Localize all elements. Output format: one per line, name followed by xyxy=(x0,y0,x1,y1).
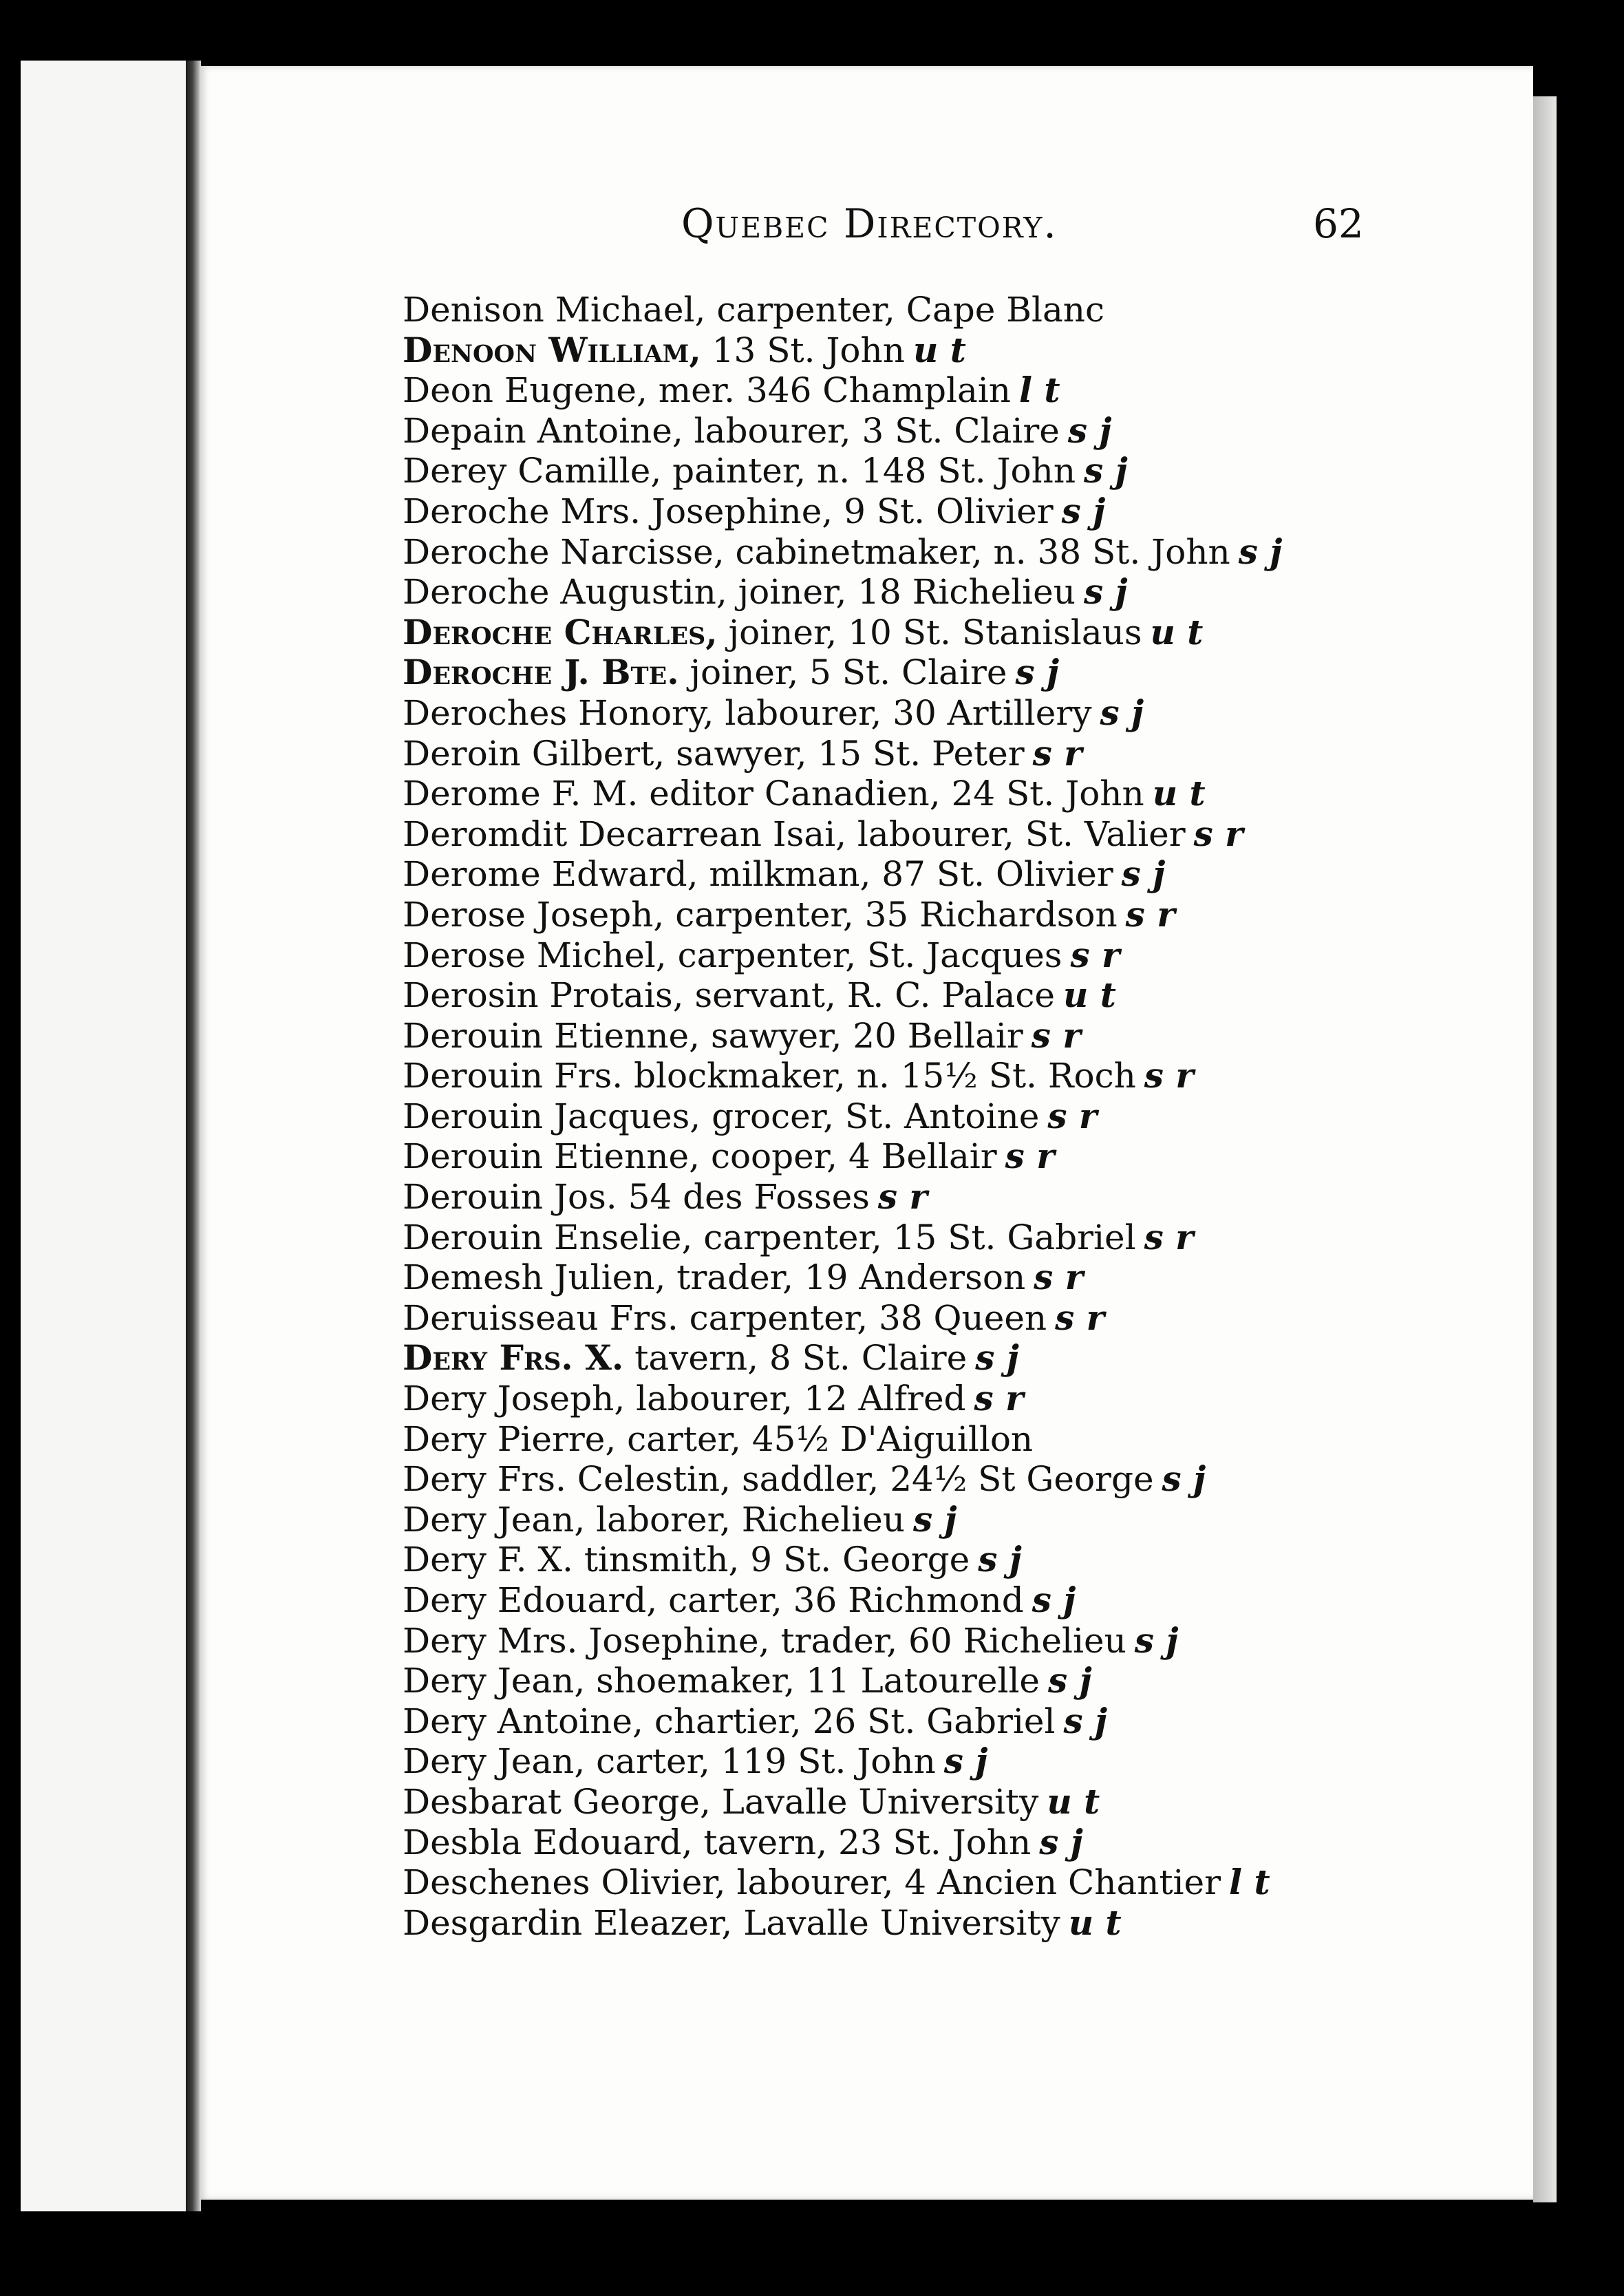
directory-entry xyxy=(403,451,1517,491)
entry-ward: s j xyxy=(1061,490,1106,531)
directory-entry xyxy=(403,1177,1517,1218)
entry-details: labourer, 30 Artillery xyxy=(725,692,1092,733)
directory-entry xyxy=(403,1782,1517,1822)
entry-details: joiner, 5 St. Claire xyxy=(690,652,1007,693)
directory-page xyxy=(200,66,1533,2200)
entry-name: Derouin Etienne, xyxy=(403,1015,701,1056)
entry-name: Desbla Edouard, xyxy=(403,1822,693,1862)
entry-name: Derouin Jos. xyxy=(403,1177,617,1218)
entry-name: Dery Frs. Celestin, xyxy=(403,1459,731,1500)
entry-details: laborer, Richelieu xyxy=(596,1499,905,1540)
entry-ward: s j xyxy=(1162,1458,1206,1500)
entry-ward: u t xyxy=(1047,1781,1100,1822)
entry-details: sawyer, 15 St. Peter xyxy=(676,733,1025,774)
entry-name: Dery Mrs. Josephine, xyxy=(403,1620,770,1661)
entry-details: mer. 346 Champlain xyxy=(658,370,1011,411)
directory-entry xyxy=(403,1379,1517,1419)
entry-ward: s j xyxy=(1100,692,1144,733)
directory-entry xyxy=(403,330,1517,371)
directory-entry xyxy=(403,1580,1517,1621)
entry-details: joiner, 10 St. Stanislaus xyxy=(728,612,1142,652)
entry-ward: s r xyxy=(974,1378,1024,1419)
entry-ward: u t xyxy=(1152,773,1206,814)
entry-name: Derouin Enselie, xyxy=(403,1217,693,1257)
entry-details: servant, R. C. Palace xyxy=(694,975,1056,1016)
entry-ward: u t xyxy=(1063,975,1116,1016)
entry-ward: s r xyxy=(1031,1014,1081,1056)
entry-details: trader, 19 Anderson xyxy=(676,1257,1026,1298)
entry-name: Deroche Charles, xyxy=(403,611,718,652)
entry-name: Derouin Etienne, xyxy=(403,1136,701,1177)
entry-name: Dery Joseph, xyxy=(403,1379,626,1419)
directory-entry xyxy=(403,532,1517,573)
entry-name: Dery F. X. xyxy=(403,1540,573,1580)
entry-name: Deruisseau Frs. xyxy=(403,1297,679,1338)
directory-entry xyxy=(403,1419,1517,1460)
directory-entry xyxy=(403,774,1517,814)
entry-name: Derosin Protais, xyxy=(403,975,684,1016)
entry-ward: s j xyxy=(978,1539,1022,1580)
entry-details: cooper, 4 Bellair xyxy=(710,1136,997,1177)
entry-ward: s j xyxy=(1238,531,1283,572)
entry-details: carpenter, 35 Richardson xyxy=(675,894,1118,935)
entry-ward: u t xyxy=(1068,1902,1122,1943)
entry-ward: s r xyxy=(1047,1095,1098,1136)
entry-details: 13 St. John xyxy=(712,330,905,370)
entry-details: carpenter, 38 Queen xyxy=(689,1297,1047,1338)
entry-ward: s j xyxy=(1063,1700,1108,1741)
directory-entry xyxy=(403,1661,1517,1701)
entry-name: Derouin Jacques, xyxy=(403,1096,701,1136)
directory-entry xyxy=(403,693,1517,734)
entry-ward: s r xyxy=(1005,1136,1055,1177)
entry-details: carter, 36 Richmond xyxy=(668,1580,1024,1620)
entry-name: Depain Antoine, xyxy=(403,410,683,451)
entry-details: trader, 60 Richelieu xyxy=(780,1620,1126,1661)
entry-details: carter, 119 St. John xyxy=(596,1741,936,1782)
entry-name: Desgardin Eleazer, xyxy=(403,1902,733,1943)
entry-details: saddler, 24½ St George xyxy=(741,1459,1154,1500)
entry-details: carpenter, St. Jacques xyxy=(677,935,1062,975)
entry-name: Deroche Augustin, xyxy=(403,572,727,613)
entry-details: painter, n. 148 St. John xyxy=(672,451,1076,491)
directory-entry xyxy=(403,1822,1517,1863)
entry-name: Deroche Narcisse, xyxy=(403,531,725,572)
directory-entry xyxy=(403,1701,1517,1742)
entry-details: carpenter, Cape Blanc xyxy=(716,290,1105,330)
directory-entry xyxy=(403,895,1517,935)
directory-entry xyxy=(403,1257,1517,1298)
entry-ward: u t xyxy=(912,329,966,370)
entry-ward: s r xyxy=(877,1176,928,1218)
directory-entry xyxy=(403,1741,1517,1782)
entry-details: labourer, St. Valier xyxy=(857,814,1186,854)
entry-name: Derey Camille, xyxy=(403,451,662,491)
directory-entry xyxy=(403,1903,1517,1944)
entry-ward: s r xyxy=(1032,732,1082,774)
entry-name: Deon Eugene, xyxy=(403,370,648,411)
entry-details: Lavalle University xyxy=(721,1781,1039,1822)
entry-ward: l t xyxy=(1229,1862,1270,1903)
directory-entry xyxy=(403,411,1517,451)
entry-name: Denoon William, xyxy=(403,329,701,370)
entry-name: Derose Joseph, xyxy=(403,894,665,935)
book-gutter xyxy=(186,61,201,2211)
directory-entry xyxy=(403,1459,1517,1500)
entry-name: Deroin Gilbert, xyxy=(403,733,665,774)
directory-entry xyxy=(403,613,1517,653)
entry-ward: s r xyxy=(1144,1055,1194,1096)
entry-name: Dery Jean, xyxy=(403,1499,586,1540)
entry-ward: s j xyxy=(1015,652,1060,693)
entry-details: labourer, 4 Ancien Chantier xyxy=(736,1862,1221,1903)
entry-name: Dery Frs. X. xyxy=(403,1337,624,1379)
entry-name: Desbarat George, xyxy=(403,1781,711,1822)
directory-entry xyxy=(403,1218,1517,1258)
directory-entry xyxy=(403,1621,1517,1661)
directory-entry xyxy=(403,1338,1517,1379)
entry-details: 9 St. Olivier xyxy=(844,491,1054,531)
entry-ward: s j xyxy=(1134,1619,1179,1661)
directory-entry xyxy=(403,1096,1517,1137)
entry-ward: u t xyxy=(1150,611,1204,652)
directory-entry xyxy=(403,491,1517,532)
entry-name: Dery Edouard, xyxy=(403,1580,658,1620)
directory-entry xyxy=(403,370,1517,411)
directory-entry xyxy=(403,734,1517,774)
entry-ward: s r xyxy=(1193,813,1243,854)
entry-name: Dery Pierre, xyxy=(403,1418,617,1459)
entry-ward: s j xyxy=(1032,1580,1076,1620)
entry-ward: s j xyxy=(912,1498,957,1540)
entry-name: Derome Edward, xyxy=(403,854,698,895)
directory-entry xyxy=(403,1298,1517,1339)
entry-details: grocer, St. Antoine xyxy=(712,1096,1040,1136)
running-title: Quebec Directory. xyxy=(681,200,1058,247)
entry-name: Denison Michael, xyxy=(403,290,706,330)
entry-details: labourer, 12 Alfred xyxy=(636,1379,966,1419)
entry-details: milkman, 87 St. Olivier xyxy=(709,854,1113,895)
entry-details: editor Canadien, 24 St. John xyxy=(649,774,1144,814)
page-edge-shadow xyxy=(1533,96,1557,2202)
entry-ward: s j xyxy=(1084,450,1128,491)
entry-details: 54 des Fosses xyxy=(628,1177,870,1218)
directory-entry xyxy=(403,572,1517,613)
entry-ward: s j xyxy=(1083,571,1128,613)
entry-ward: s j xyxy=(1039,1821,1083,1862)
entry-name: Dery Jean, xyxy=(403,1661,586,1701)
directory-entry xyxy=(403,1056,1517,1096)
directory-entry xyxy=(403,1136,1517,1177)
directory-entry xyxy=(403,290,1517,330)
directory-entry xyxy=(403,814,1517,855)
entry-name: Derose Michel, xyxy=(403,935,667,975)
entry-ward: s r xyxy=(1144,1216,1194,1257)
entry-name: Derouin Frs. xyxy=(403,1056,623,1096)
entry-name: Dery Jean, xyxy=(403,1741,586,1782)
directory-entry xyxy=(403,1016,1517,1056)
entry-ward: l t xyxy=(1018,370,1060,411)
directory-entry xyxy=(403,652,1517,693)
entry-name: Derome F. M. xyxy=(403,774,639,814)
page-header xyxy=(200,200,1533,269)
directory-entry xyxy=(403,1500,1517,1540)
entry-details: carpenter, 15 St. Gabriel xyxy=(703,1217,1136,1257)
entry-details: tavern, 23 St. John xyxy=(703,1822,1032,1862)
directory-entry xyxy=(403,935,1517,976)
entry-ward: s j xyxy=(1121,853,1166,895)
entry-details: Lavalle University xyxy=(743,1902,1060,1943)
page-number: 62 xyxy=(1313,200,1364,247)
entry-ward: s j xyxy=(1048,1660,1092,1701)
entry-details: shoemaker, 11 Latourelle xyxy=(596,1661,1040,1701)
entry-details: joiner, 18 Richelieu xyxy=(738,572,1076,613)
entry-name: Deschenes Olivier, xyxy=(403,1862,726,1903)
directory-entry xyxy=(403,1862,1517,1903)
entry-ward: s j xyxy=(975,1337,1019,1379)
entry-details: chartier, 26 St. Gabriel xyxy=(654,1701,1056,1741)
entry-ward: s r xyxy=(1125,893,1175,935)
entry-name: Deroche J. Bte. xyxy=(403,652,679,693)
entry-ward: s r xyxy=(1070,934,1120,975)
entry-ward: s j xyxy=(1067,410,1112,451)
entry-details: sawyer, 20 Bellair xyxy=(710,1015,1023,1056)
directory-entries xyxy=(403,290,1517,1943)
entry-name: Deromdit Decarrean Isai, xyxy=(403,814,846,854)
facing-page-edge xyxy=(21,61,193,2211)
entry-details: blockmaker, n. 15½ St. Roch xyxy=(634,1056,1136,1096)
entry-details: tinsmith, 9 St. George xyxy=(584,1540,970,1580)
entry-ward: s r xyxy=(1055,1297,1105,1338)
entry-details: cabinetmaker, n. 38 St. John xyxy=(735,531,1230,572)
entry-details: labourer, 3 St. Claire xyxy=(694,410,1060,451)
entry-name: Demesh Julien, xyxy=(403,1257,666,1298)
entry-details: tavern, 8 St. Claire xyxy=(634,1338,968,1379)
directory-entry xyxy=(403,975,1517,1016)
entry-name: Deroches Honory, xyxy=(403,692,714,733)
entry-name: Deroche Mrs. Josephine, xyxy=(403,491,833,531)
entry-details: carter, 45½ D'Aiguillon xyxy=(627,1418,1034,1459)
directory-entry xyxy=(403,854,1517,895)
entry-name: Dery Antoine, xyxy=(403,1701,643,1741)
directory-entry xyxy=(403,1540,1517,1580)
entry-ward: s r xyxy=(1034,1257,1084,1298)
entry-ward: s j xyxy=(943,1741,988,1782)
